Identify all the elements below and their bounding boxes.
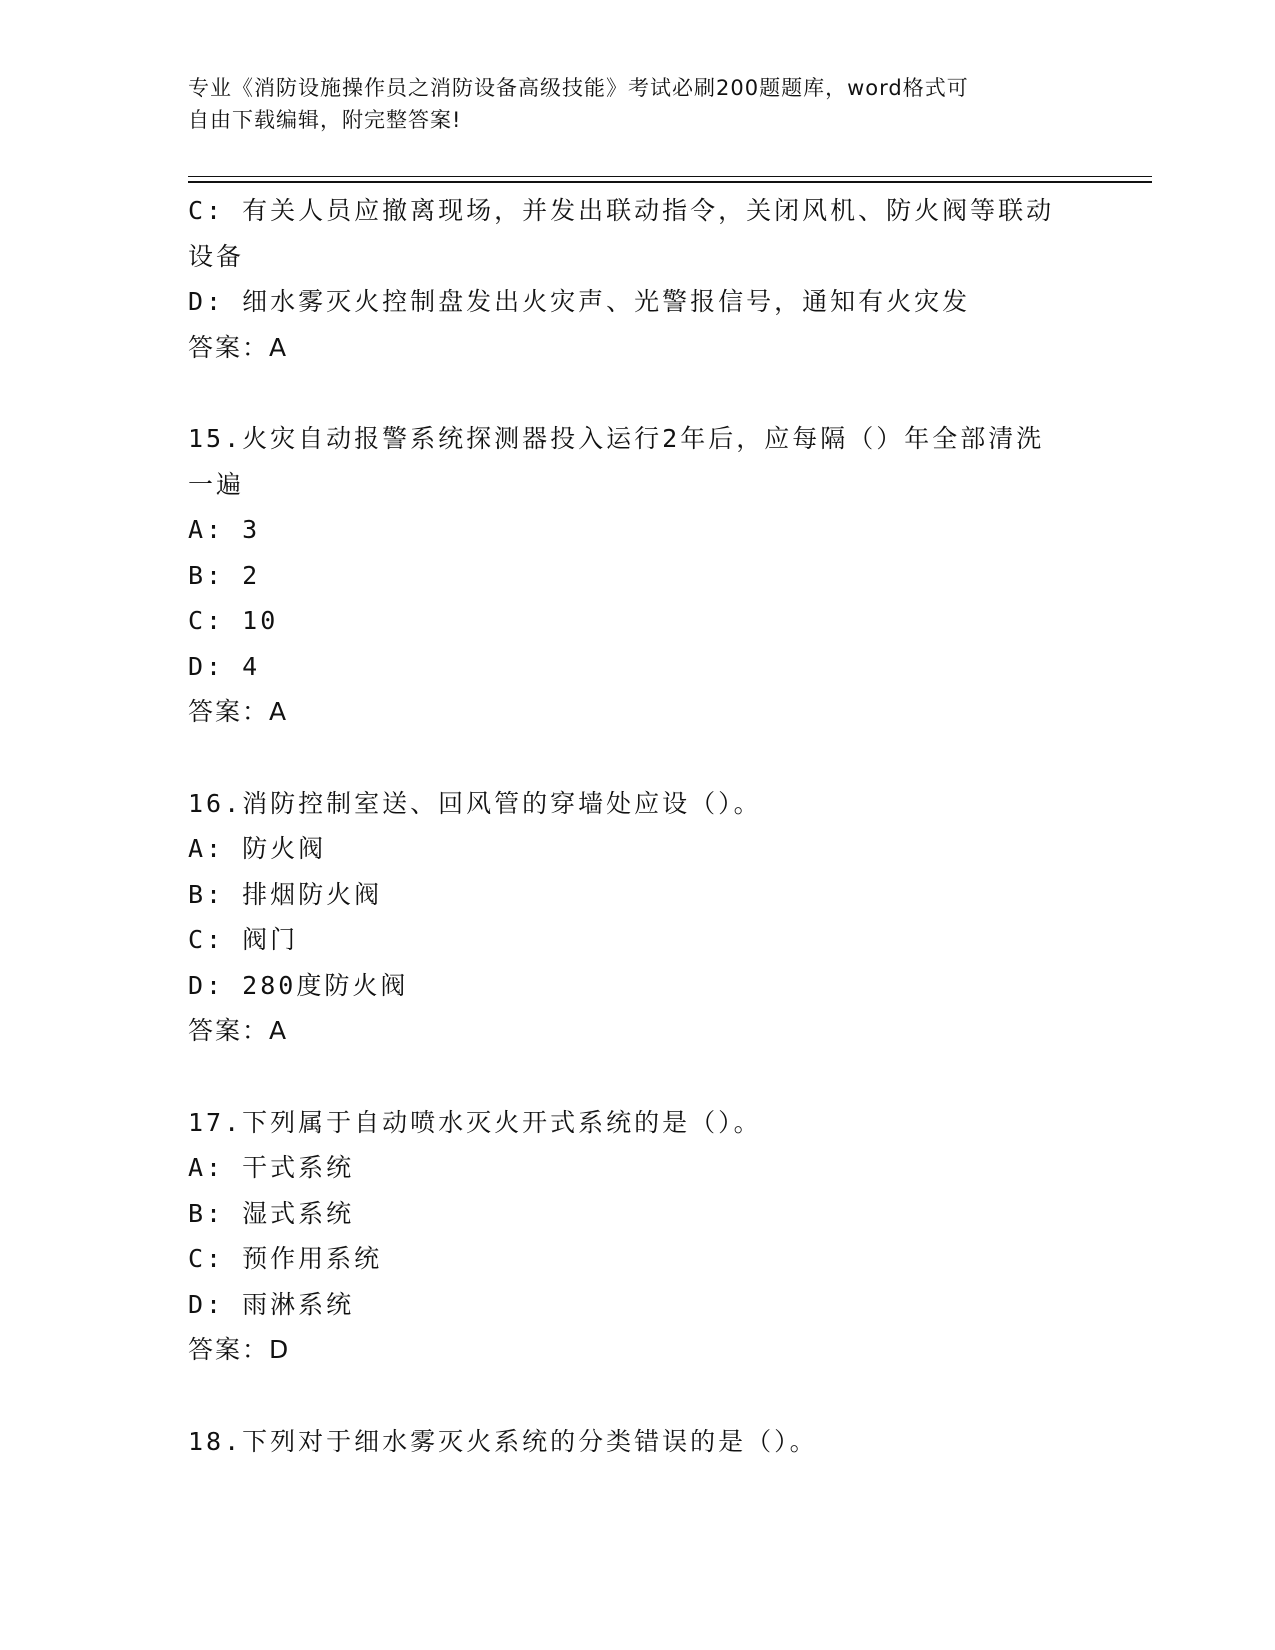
option-d bbox=[188, 963, 1088, 1009]
option-a bbox=[188, 826, 1088, 872]
question-list bbox=[188, 188, 1088, 1464]
question-block-18 bbox=[188, 1419, 1088, 1465]
answer-line: 答案：D bbox=[188, 1335, 291, 1364]
option-label: D: bbox=[188, 970, 225, 1000]
question-block-15 bbox=[188, 416, 1088, 735]
option-text: 280度防火阀 bbox=[242, 970, 409, 1000]
option-label: B: bbox=[188, 879, 225, 909]
question-stem: 17.下列属于自动喷水灭火开式系统的是（）。 bbox=[188, 1107, 762, 1137]
option-text: 干式系统 bbox=[242, 1153, 355, 1182]
option-text: 湿式系统 bbox=[242, 1198, 355, 1228]
option-text: 2 bbox=[242, 560, 261, 590]
option-a bbox=[188, 1145, 1088, 1191]
option-text: 有关人员应撤离现场，并发出联动指令，关闭风机、防火阀等联动 bbox=[242, 196, 1055, 225]
option-label: C: bbox=[188, 196, 225, 225]
option-d bbox=[188, 279, 1088, 325]
option-text: 4 bbox=[242, 651, 261, 681]
option-text: 预作用系统 bbox=[242, 1244, 383, 1273]
option-text: 雨淋系统 bbox=[242, 1289, 355, 1319]
option-label: A: bbox=[188, 515, 225, 544]
option-label: D: bbox=[188, 1289, 225, 1319]
option-text: 10 bbox=[242, 606, 279, 635]
option-text: 阀门 bbox=[242, 925, 299, 954]
header-rule-thin bbox=[188, 176, 1152, 177]
option-text: 防火阀 bbox=[242, 834, 327, 863]
option-label: D: bbox=[188, 287, 225, 316]
answer-line: 答案：A bbox=[188, 1016, 289, 1045]
option-b bbox=[188, 553, 1088, 599]
option-label: C: bbox=[188, 1244, 225, 1273]
option-label: C: bbox=[188, 925, 225, 954]
option-a bbox=[188, 507, 1088, 553]
option-c-continuation bbox=[188, 234, 1088, 280]
option-c bbox=[188, 917, 1088, 963]
question-block-16 bbox=[188, 781, 1088, 1054]
option-d bbox=[188, 644, 1088, 690]
option-c bbox=[188, 1236, 1088, 1282]
question-stem: 16.消防控制室送、回风管的穿墙处应设（）。 bbox=[188, 788, 762, 818]
option-text: 设备 bbox=[188, 241, 245, 271]
option-label: D: bbox=[188, 651, 225, 681]
option-text: 细水雾灭火控制盘发出火灾声、光警报信号，通知有火灾发 bbox=[242, 287, 971, 316]
option-label: A: bbox=[188, 834, 225, 863]
question-stem: 18.下列对于细水雾灭火系统的分类错误的是（）。 bbox=[188, 1426, 818, 1456]
option-label: B: bbox=[188, 1198, 225, 1228]
header-line-1: 专业《消防设施操作员之消防设备高级技能》考试必刷200题题库，word格式可 bbox=[188, 76, 969, 100]
header-line-2: 自由下载编辑，附完整答案! bbox=[188, 108, 462, 132]
document-header bbox=[188, 72, 1068, 136]
option-c bbox=[188, 188, 1088, 234]
question-stem-continuation: 一遍 bbox=[188, 469, 245, 499]
option-d bbox=[188, 1282, 1088, 1328]
header-rule-thick bbox=[188, 181, 1152, 183]
option-text: 3 bbox=[242, 515, 261, 544]
question-block-17 bbox=[188, 1100, 1088, 1373]
option-text: 排烟防火阀 bbox=[242, 879, 383, 909]
option-b bbox=[188, 1191, 1088, 1237]
option-b bbox=[188, 872, 1088, 918]
option-label: A: bbox=[188, 1153, 225, 1182]
option-c bbox=[188, 598, 1088, 644]
answer-line: 答案：A bbox=[188, 697, 289, 726]
option-label: B: bbox=[188, 560, 225, 590]
question-block-14 bbox=[188, 188, 1088, 370]
question-stem: 15.火灾自动报警系统探测器投入运行2年后，应每隔（）年全部清洗 bbox=[188, 424, 1045, 453]
answer-line: 答案：A bbox=[188, 332, 289, 362]
option-label: C: bbox=[188, 606, 225, 635]
